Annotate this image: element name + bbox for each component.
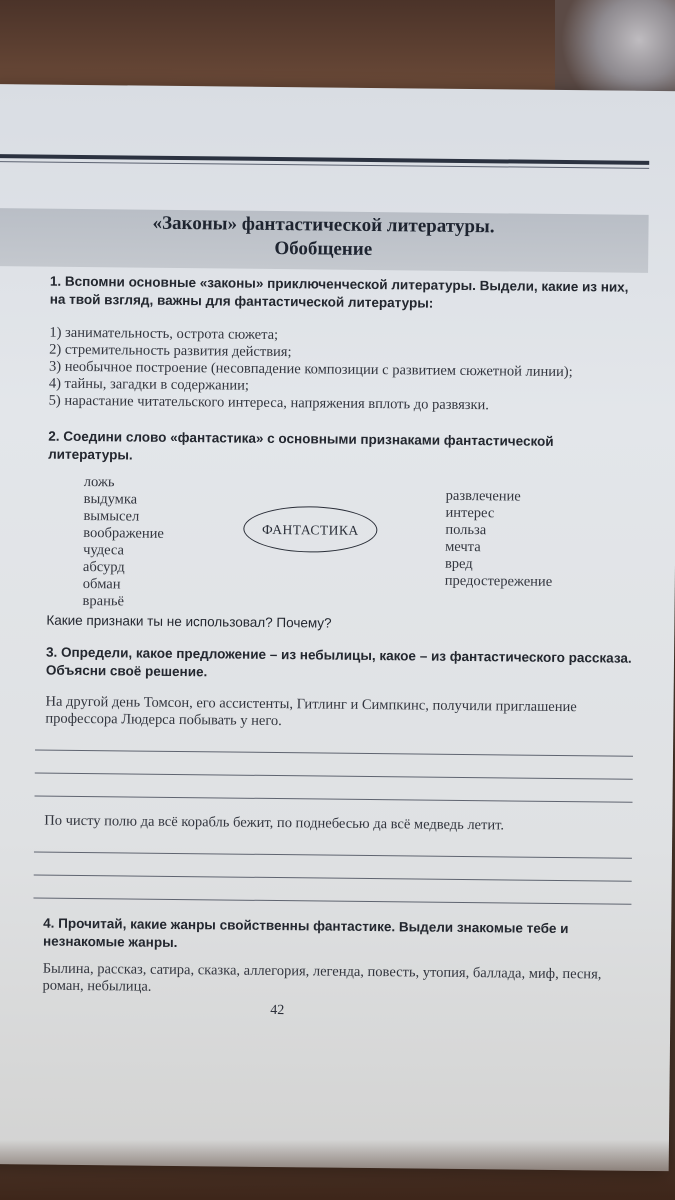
granite-surface xyxy=(555,0,675,100)
page-number: 42 xyxy=(270,1002,285,1019)
word-item: обман xyxy=(82,575,121,593)
list-item: 2) стремительность развития действия; xyxy=(49,341,292,361)
task-1-list xyxy=(49,325,640,416)
title-line-2: Обобщение xyxy=(274,237,373,261)
word-item: враньё xyxy=(82,592,125,610)
task-4-genres: Былина, рассказ, сатира, сказка, аллегория, легенда, повесть, утопия, баллада, миф, песня, роман, небылица. xyxy=(42,960,602,995)
word-item: польза xyxy=(445,521,487,539)
answer-line[interactable] xyxy=(35,750,633,757)
right-word-column xyxy=(445,488,553,591)
header-rule xyxy=(0,154,649,165)
word-item: развлечение xyxy=(445,487,521,505)
task-2-question: Какие признаки ты не использовал? Почему? xyxy=(46,612,332,631)
word-item: ложь xyxy=(83,474,115,491)
word-item: воображение xyxy=(83,525,164,542)
answer-line[interactable] xyxy=(34,875,632,882)
answer-line[interactable] xyxy=(35,773,633,780)
table-background xyxy=(0,0,600,90)
word-item: чудеса xyxy=(83,542,125,559)
answer-line[interactable] xyxy=(33,897,631,904)
word-item: вред xyxy=(444,555,473,573)
fantasy-oval: ФАНТАСТИКА xyxy=(243,506,377,553)
word-item: интерес xyxy=(445,504,495,522)
worksheet-content xyxy=(42,273,640,1001)
page-title xyxy=(0,210,649,265)
task-3-prompt: 3. Определи, какое предложение – из небылицы, какое – из фантастического рассказа. Объясни своё решение. xyxy=(45,644,632,680)
left-word-column xyxy=(82,474,164,611)
worksheet-page xyxy=(0,84,675,1171)
task-4-prompt: 4. Прочитай, какие жанры свойственны фантастике. Выдели знакомые тебе и незнакомые жанры. xyxy=(42,915,569,951)
word-item: абсурд xyxy=(82,559,125,576)
list-item: 1) занимательность, острота сюжета; xyxy=(49,324,279,344)
table-edge-shadow xyxy=(0,1140,675,1200)
word-matching-area xyxy=(47,474,638,610)
word-item: выдумка xyxy=(83,491,138,508)
title-line-1: «Законы» фантастической литературы. xyxy=(152,212,495,238)
list-item: 3) необычное построение (несовпадение композиции с развитием сюжетной линии); xyxy=(48,358,573,381)
task-3-sentence-2: По чисту полю да всё корабль бежит, по поднебесью да всё медведь летит. xyxy=(44,812,505,834)
word-item: предостережение xyxy=(444,572,553,590)
task-1-prompt: 1. Вспомни основные «законы» приключенческой литературы. Выдели, какие из них, на твой взгляд, важны для фантастической литературы: xyxy=(49,273,629,311)
word-item: мечта xyxy=(445,538,481,556)
answer-line[interactable] xyxy=(35,796,633,803)
answer-line[interactable] xyxy=(34,852,632,859)
task-2-prompt: 2. Соедини слово «фантастика» с основными признаками фантастической литературы. xyxy=(48,428,554,463)
task-3-sentence-1: На другой день Томсон, его ассистенты, Гитлинг и Симпкинс, получили приглашение профессора Людерса побывать у него. xyxy=(45,693,577,730)
word-item: вымысел xyxy=(83,508,140,525)
list-item: 5) нарастание читательского интереса, напряжения вплоть до развязки. xyxy=(48,392,490,414)
list-item: 4) тайны, загадки в содержании; xyxy=(48,375,250,394)
